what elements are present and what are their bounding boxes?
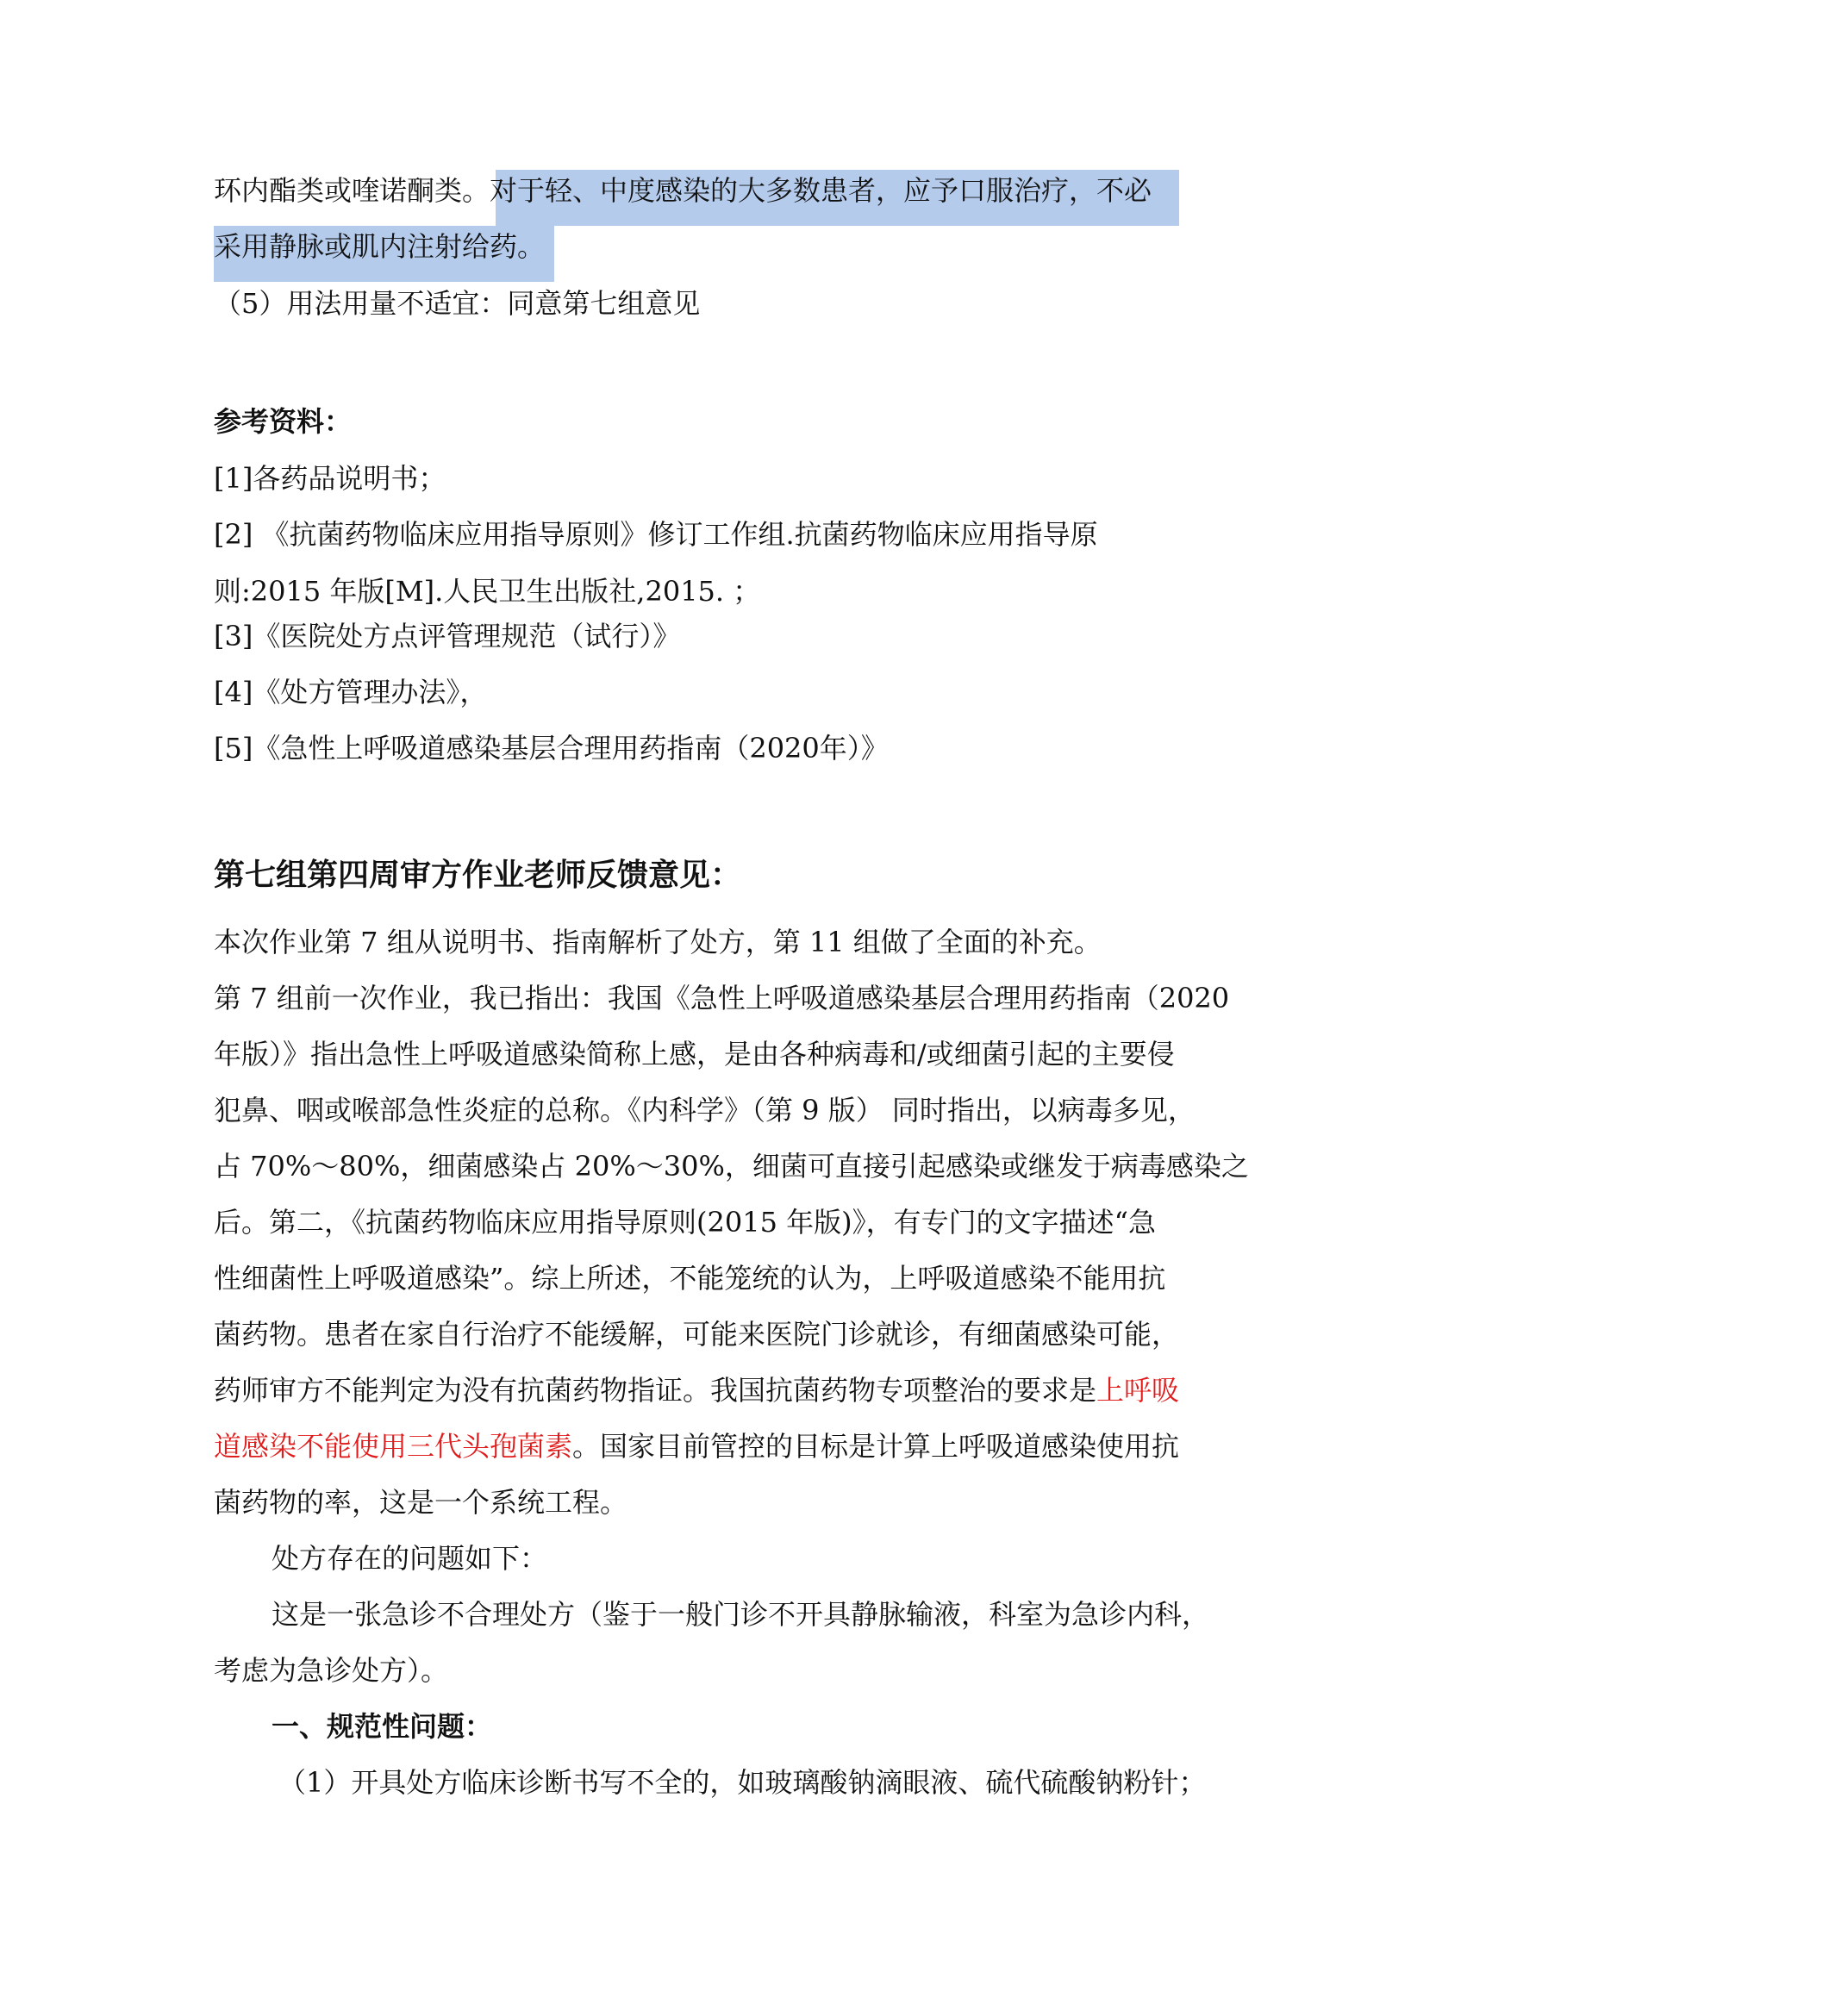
highlighted-text-line[interactable]: 采用静脉或肌内注射给药。 — [214, 230, 546, 263]
text-line — [214, 1371, 1179, 1409]
text-line: 性细菌性上呼吸道感染”。综上所述，不能笼统的认为，上呼吸道感染不能用抗 — [214, 1262, 1166, 1295]
reference-item: [4]《处方管理办法》， — [214, 676, 488, 708]
text-line: 第 7 组前一次作业，我已指出：我国《急性上呼吸道感染基层合理用药指南（2020 — [214, 982, 1230, 1014]
text-line — [214, 1427, 1179, 1465]
emphasized-text: 道感染不能使用三代头孢菌素 — [214, 1430, 573, 1463]
text-line: 这是一张急诊不合理处方（鉴于一般门诊不开具静脉输液，科室为急诊内科， — [272, 1598, 1210, 1631]
text-line: 本次作业第 7 组从说明书、指南解析了处方，第 11 组做了全面的补充。 — [214, 926, 1102, 958]
section-heading: 一、规范性问题： — [272, 1710, 493, 1743]
highlighted-text[interactable]: 对于轻、中度感染的大多数患者，应予口服治疗，不必 — [490, 174, 1152, 207]
text-line — [214, 172, 1152, 209]
text-line: 年版）》指出急性上呼吸道感染简称上感，是由各种病毒和/或细菌引起的主要侵 — [214, 1038, 1175, 1070]
text-line: 菌药物的率，这是一个系统工程。 — [214, 1486, 628, 1519]
text-segment: 。国家目前管控的目标是计算上呼吸道感染使用抗 — [572, 1430, 1180, 1463]
text-line: 后。第二，《抗菌药物临床应用指导原则(2015 年版)》，有专门的文字描述“急 — [214, 1206, 1156, 1239]
text-line: 菌药物。患者在家自行治疗不能缓解，可能来医院门诊就诊，有细菌感染可能， — [214, 1318, 1180, 1351]
text-line: 考虑为急诊处方）。 — [214, 1654, 449, 1687]
text-line: （5）用法用量不适宜：同意第七组意见 — [214, 287, 701, 320]
emphasized-text: 上呼吸 — [1096, 1374, 1180, 1407]
text-segment: 环内酯类或喹诺酮类。 — [214, 174, 490, 207]
text-line: 占 70%～80%，细菌感染占 20%～30%，细菌可直接引起感染或继发于病毒感染之 — [214, 1150, 1249, 1183]
reference-item: [1]各药品说明书； — [214, 462, 446, 495]
reference-item: [2] 《抗菌药物临床应用指导原则》修订工作组.抗菌药物临床应用指导原 — [214, 518, 1098, 551]
text-segment: 药师审方不能判定为没有抗菌药物指证。我国抗菌药物专项整治的要求是 — [214, 1374, 1097, 1407]
text-line: （1）开具处方临床诊断书写不全的，如玻璃酸钠滴眼液、硫代硫酸钠粉针； — [278, 1766, 1207, 1799]
text-line: 犯鼻、咽或喉部急性炎症的总称。《内科学》（第 9 版） 同时指出，以病毒多见， — [214, 1094, 1196, 1127]
feedback-title: 第七组第四周审方作业老师反馈意见： — [214, 858, 742, 893]
text-line: 处方存在的问题如下： — [272, 1542, 548, 1575]
references-title: 参考资料： — [214, 405, 353, 438]
reference-item: [3]《医院处方点评管理规范（试行）》 — [214, 620, 681, 652]
reference-item: [5]《急性上呼吸道感染基层合理用药指南（2020年）》 — [214, 732, 889, 765]
reference-item: 则:2015 年版[M].人民卫生出版社,2015. ； — [214, 575, 761, 608]
